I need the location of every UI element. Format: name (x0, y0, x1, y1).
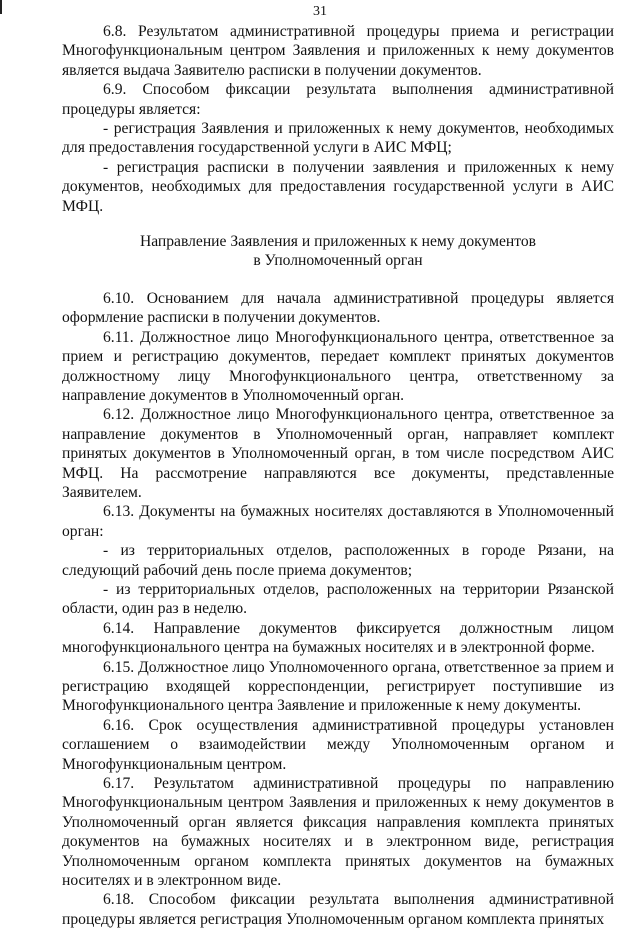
paragraph-6-13: 6.13. Документы на бумажных носителях доставляются в Уполномоченный орган: (62, 503, 614, 540)
list-item: - регистрация Заявления и приложенных к нему документов, необходимых для предоставления государственной услуги в АИС МФЦ; (62, 120, 614, 157)
page-number: 31 (313, 4, 327, 19)
paragraph-6-10: 6.10. Основанием для начала административной процедуры является оформление расписки в получении документов. (62, 289, 614, 327)
paragraph-6-11: 6.11. Должностное лицо Многофункционального центра, ответственное за прием и регистрацию документов, передает комплект принятых документов должностному лицу Многофункционального центра, ответственному за направление документов в Уполномоченный орган. (62, 328, 614, 404)
paragraph-6-8: 6.8. Результатом административной процедуры приема и регистрации Многофункциональным центром Заявления и приложенных к нему документов является выдача Заявителю расписки в получении документов. (62, 23, 614, 79)
list-item: - регистрация расписки в получении заявления и приложенных к нему документов, необходимых для предоставления государственной услуги в АИС МФЦ. (62, 158, 614, 215)
paragraph-6-9: 6.9. Способом фиксации результата выполнения административной процедуры является: (62, 81, 614, 118)
section-heading (62, 232, 614, 271)
paragraph-6-17: 6.17. Результатом административной процедуры по направлению Многофункциональным центром Заявления и приложенных к нему документов в Уполномоченный орган является фиксация направления комплекта принятых документов на бумажных носителях и в электронном виде, регистрация Уполномоченным органом комплекта принятых документов на бумажных носителях и в электронном виде. (62, 775, 614, 890)
document-body (62, 22, 614, 929)
paragraph-6-14: 6.14. Направление документов фиксируется должностным лицом многофункционального центра на бумажных носителях и в электронной форме. (62, 619, 614, 657)
section-heading-line-1: Направление Заявления и приложенных к нему документов (139, 233, 537, 251)
section-heading-line-2: в Уполномоченный орган (253, 252, 423, 270)
list-item: - из территориальных отделов, расположенных в городе Рязани, на следующий рабочий день после приема документов; (62, 542, 614, 579)
list-item: - из территориальных отделов, расположенных на территории Рязанской области, один раз в неделю. (62, 580, 614, 618)
paragraph-6-16: 6.16. Срок осуществления административной процедуры установлен соглашением о взаимодействии между Уполномоченным органом и Многофункциональным центром. (62, 716, 614, 773)
paragraph-6-18: 6.18. Способом фиксации результата выполнения административной процедуры является регистрация Уполномоченным органом комплекта принятых (62, 891, 614, 928)
paragraph-6-15: 6.15. Должностное лицо Уполномоченного органа, ответственное за прием и регистрацию входящей корреспонденции, регистрирует поступившие из Многофункционального центра Заявление и приложенные к нему документы. (62, 658, 614, 715)
paragraph-6-12: 6.12. Должностное лицо Многофункционального центра, ответственное за направление документов в Уполномоченный орган, направляет комплект принятых документов в Уполномоченный орган, в том числе посредством АИС МФЦ. На рассмотрение направляются все документы, представленные Заявителем. (62, 406, 614, 501)
